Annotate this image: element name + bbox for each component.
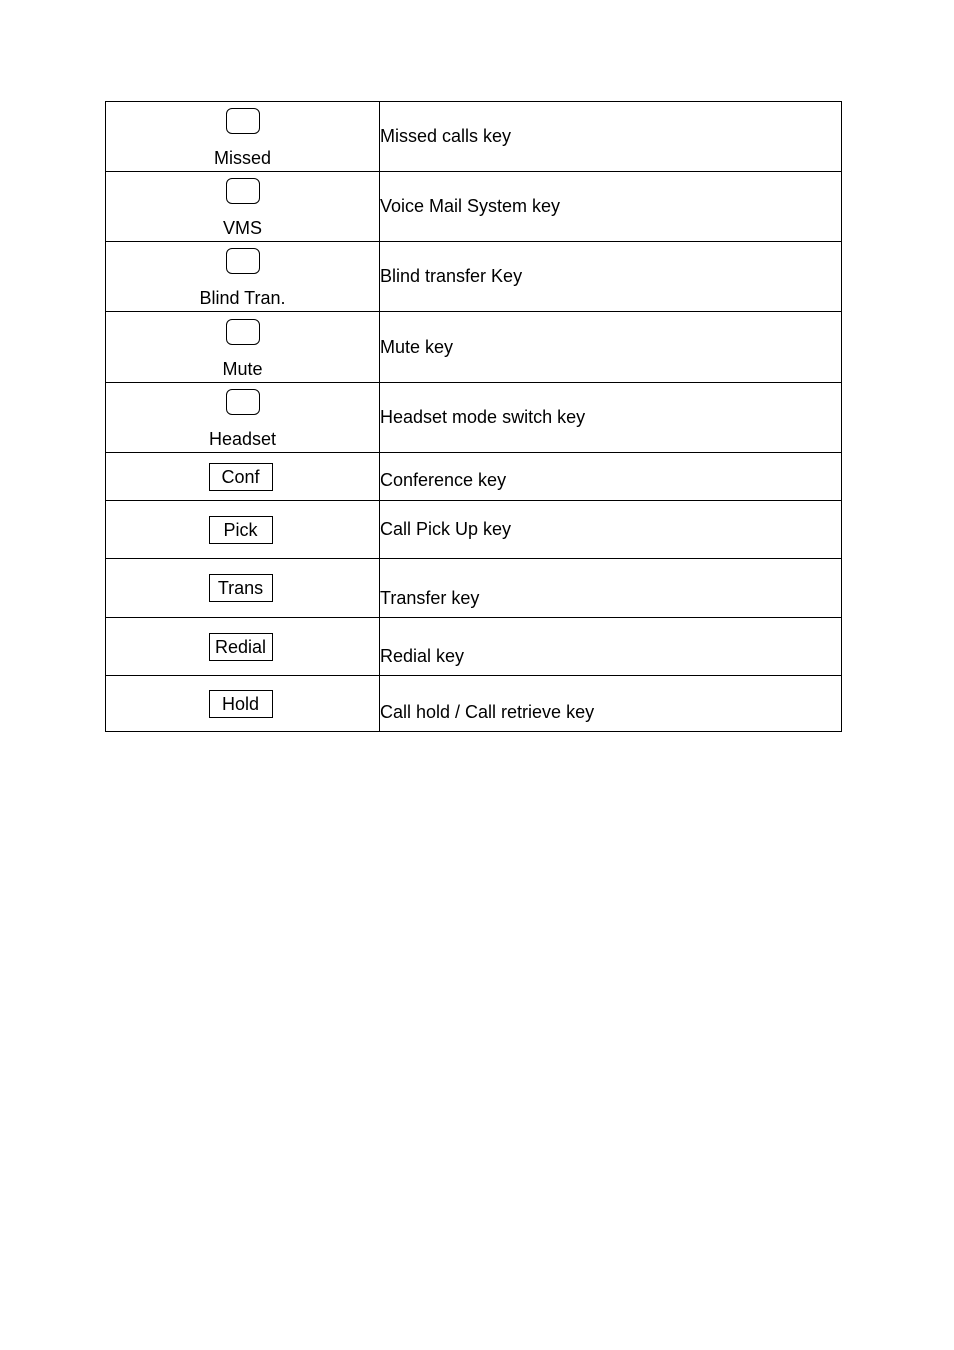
- key-description: Transfer key: [380, 559, 842, 618]
- key-description: Redial key: [380, 618, 842, 676]
- key-description: Blind transfer Key: [380, 242, 842, 312]
- table-row: [106, 172, 842, 242]
- table-row: [106, 453, 842, 501]
- table-row: [106, 242, 842, 312]
- table-row: [106, 676, 842, 732]
- key-cell: [106, 559, 380, 618]
- transfer-key-icon: Trans: [209, 574, 273, 602]
- key-label: Blind Tran.: [199, 288, 286, 308]
- table-row: [106, 383, 842, 453]
- key-label: Missed: [213, 148, 271, 168]
- key-description: Mute key: [380, 312, 842, 383]
- table-row: [106, 618, 842, 676]
- key-label: Mute: [222, 358, 263, 379]
- key-cell: [106, 172, 380, 242]
- key-cell: [106, 618, 380, 676]
- vms-key-icon: [226, 178, 260, 204]
- key-cell: [106, 676, 380, 732]
- headset-key-icon: [226, 389, 260, 415]
- table-row: [106, 312, 842, 383]
- redial-key-icon: Redial: [209, 633, 273, 661]
- key-cell: [106, 312, 380, 383]
- table-row: [106, 501, 842, 559]
- key-cell: [106, 453, 380, 501]
- key-description: Conference key: [380, 453, 842, 501]
- key-cell: [106, 501, 380, 559]
- key-description: Voice Mail System key: [380, 172, 842, 242]
- table-row: [106, 559, 842, 618]
- key-label: VMS: [222, 218, 262, 238]
- key-description: Call hold / Call retrieve key: [380, 676, 842, 732]
- missed-key-icon: [226, 108, 260, 134]
- key-reference-table: [105, 101, 842, 732]
- table-row: [106, 102, 842, 172]
- conference-key-icon: Conf: [209, 463, 273, 491]
- key-cell: [106, 383, 380, 453]
- key-label: Headset: [208, 429, 277, 449]
- key-description: Missed calls key: [380, 102, 842, 172]
- key-cell: [106, 242, 380, 312]
- mute-key-icon: [226, 319, 260, 345]
- key-cell: [106, 102, 380, 172]
- blind-transfer-key-icon: [226, 248, 260, 274]
- key-description: Call Pick Up key: [380, 501, 842, 559]
- key-description: Headset mode switch key: [380, 383, 842, 453]
- pickup-key-icon: Pick: [209, 516, 273, 544]
- hold-key-icon: Hold: [209, 690, 273, 718]
